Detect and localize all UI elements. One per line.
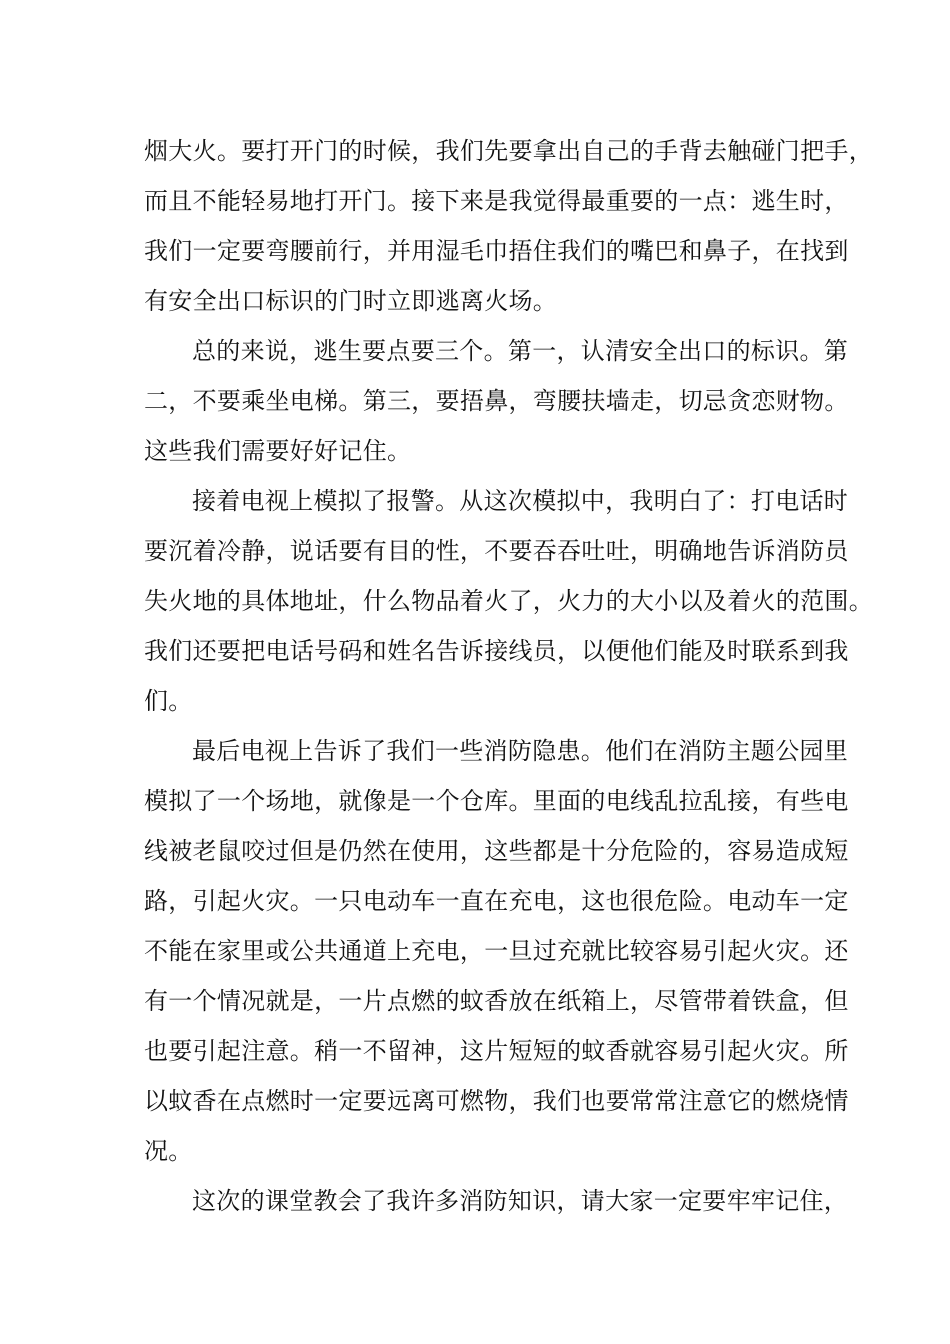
text-line: 况。: [144, 1137, 193, 1165]
text-line: 们。: [144, 687, 193, 715]
text-line: 失火地的具体地址，什么物品着火了，火力的大小以及着火的范围。: [144, 587, 873, 615]
text-line: 烟大火。要打开门的时候，我们先要拿出自己的手背去触碰门把手，: [144, 137, 873, 165]
text-line: 线被老鼠咬过但是仍然在使用，这些都是十分危险的，容易造成短: [144, 837, 849, 865]
text-line: 路，引起火灾。一只电动车一直在充电，这也很危险。电动车一定: [144, 887, 849, 915]
paragraph-start-line: 接着电视上模拟了报警。从这次模拟中，我明白了：打电话时: [192, 487, 849, 515]
text-line: 而且不能轻易地打开门。接下来是我觉得最重要的一点：逃生时，: [144, 187, 849, 215]
text-line: 二，不要乘坐电梯。第三，要捂鼻，弯腰扶墙走，切忌贪恋财物。: [144, 387, 849, 415]
paragraph-start-line: 最后电视上告诉了我们一些消防隐患。他们在消防主题公园里: [192, 737, 849, 765]
paragraph-start-line: 这次的课堂教会了我许多消防知识，请大家一定要牢牢记住，: [192, 1187, 849, 1215]
text-line: 有安全出口标识的门时立即逃离火场。: [144, 287, 558, 315]
paragraph-start-line: 总的来说，逃生要点要三个。第一，认清安全出口的标识。第: [192, 337, 849, 365]
text-line: 不能在家里或公共通道上充电，一旦过充就比较容易引起火灾。还: [144, 937, 849, 965]
text-line: 这些我们需要好好记住。: [144, 437, 412, 465]
text-line: 模拟了一个场地，就像是一个仓库。里面的电线乱拉乱接，有些电: [144, 787, 849, 815]
text-line: 要沉着冷静，说话要有目的性，不要吞吞吐吐，明确地告诉消防员: [144, 537, 849, 565]
text-line: 有一个情况就是，一片点燃的蚊香放在纸箱上，尽管带着铁盒，但: [144, 987, 849, 1015]
text-line: 我们一定要弯腰前行，并用湿毛巾捂住我们的嘴巴和鼻子，在找到: [144, 237, 849, 265]
text-line: 以蚊香在点燃时一定要远离可燃物，我们也要常常注意它的燃烧情: [144, 1087, 849, 1115]
text-line: 我们还要把电话号码和姓名告诉接线员，以便他们能及时联系到我: [144, 637, 849, 665]
text-line: 也要引起注意。稍一不留神，这片短短的蚊香就容易引起火灾。所: [144, 1037, 849, 1065]
